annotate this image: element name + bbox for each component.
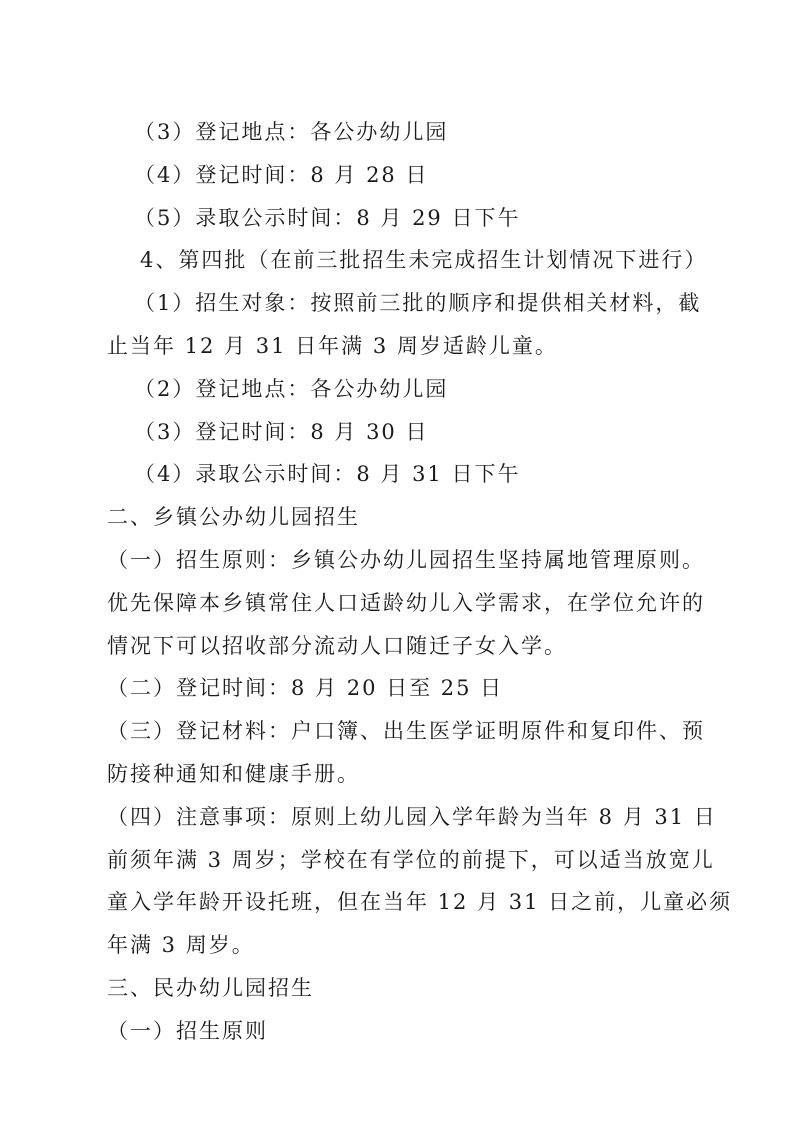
text-line: （3）登记地点：各公办幼儿园 — [134, 120, 449, 144]
text-line: 童入学年龄开设托班，但在当年 12 月 31 日之前，儿童必须 — [107, 890, 733, 914]
text-line: （4）录取公示时间：8 月 31 日下午 — [134, 462, 521, 486]
text-line: 4、第四批（在前三批招生未完成招生计划情况下进行） — [140, 248, 708, 272]
text-line: （3）登记时间：8 月 30 日 — [134, 420, 429, 444]
text-line: （一）招生原则 — [107, 1019, 268, 1043]
section-heading: 二、乡镇公办幼儿园招生 — [107, 505, 360, 529]
text-line: 优先保障本乡镇常住人口适龄幼儿入学需求，在学位允许的 — [107, 591, 705, 615]
text-line: 情况下可以招收部分流动人口随迁子女入学。 — [107, 634, 567, 658]
text-line: （1）招生对象：按照前三批的顺序和提供相关材料，截 — [134, 291, 702, 315]
section-heading: 三、民办幼儿园招生 — [107, 976, 314, 1000]
text-line: （三）登记材料：户口簿、出生医学证明原件和复印件、预 — [107, 719, 705, 743]
text-line: 前须年满 3 周岁；学校在有学位的前提下，可以适当放宽儿 — [107, 848, 715, 872]
text-line: 防接种通知和健康手册。 — [107, 762, 360, 786]
text-line: （2）登记地点：各公办幼儿园 — [134, 377, 449, 401]
text-line: （5）录取公示时间：8 月 29 日下午 — [134, 206, 521, 230]
text-line: （4）登记时间：8 月 28 日 — [134, 163, 429, 187]
text-line: 年满 3 周岁。 — [107, 933, 255, 957]
text-line: （一）招生原则：乡镇公办幼儿园招生坚持属地管理原则。 — [107, 548, 705, 572]
text-line: （四）注意事项：原则上幼儿园入学年龄为当年 8 月 31 日 — [107, 805, 717, 829]
text-line: 止当年 12 月 31 日年满 3 周岁适龄儿童。 — [107, 334, 558, 358]
text-line: （二）登记时间：8 月 20 日至 25 日 — [107, 676, 504, 700]
